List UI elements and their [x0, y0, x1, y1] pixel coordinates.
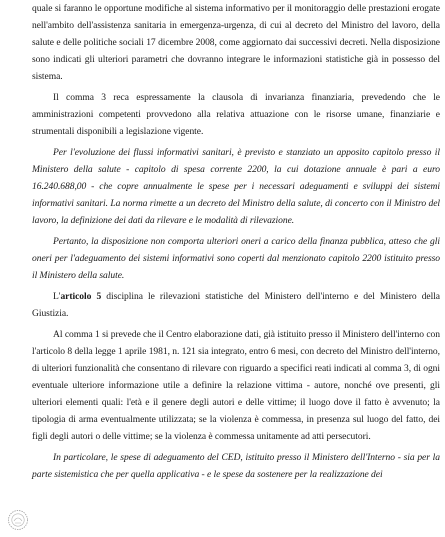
paragraph-monitoring-system: quale si faranno le opportune modifiche al sistema informativo per il monitoraggio delle prestazioni erogate nell'ambito dell'assistenza sanitaria in emergenza-urgenza, di cui al decreto del Ministro del lavoro, della salute e delle politiche sociali 17 dicembre 2008, come aggiornato dai successivi decreti. Nella disposizione sono indicati gli ulteriori parametri che dovranno integrare le informazioni statistiche già in possesso del sistema. — [32, 3, 440, 82]
paragraph-no-additional-charges: Pertanto, la disposizione non comporta ulteriori oneri a carico della finanza pubblica, atteso che gli oneri per l'adeguamento dei sistemi informativi sono coperti dal menzionato capitolo 2200 istituito presso il Ministero della salute. — [32, 236, 440, 281]
article-number: articolo 5 — [60, 291, 102, 302]
document-page — [32, 0, 440, 483]
paragraph-health-information-flows: Per l'evoluzione dei flussi informativi sanitari, è previsto e stanziato un apposito capitolo presso il Ministero della salute - capitolo di spesa corrente 2200, la cui dotazione annuale è pari a euro 16.240.688,00 - che copre annualmente le spese per i necessari adeguamenti e sviluppi dei sistemi informativi sanitari. La norma rimette a un decreto del Ministro della salute, di concerto con il Ministro del lavoro, la definizione dei dati da rilevare e le modalità di rilevazione. — [32, 147, 440, 226]
paragraph-article-5 — [32, 288, 440, 322]
paragraph-ced-costs: In particolare, le spese di adeguamento del CED, istituito presso il Ministero dell'Interno - sia per la parte sistemistica che per quella applicativa - e le spese da sostenere per la realizzazione dei — [32, 452, 440, 480]
article-lead-text: L' — [53, 291, 61, 302]
stamp-seal-icon — [7, 509, 29, 531]
paragraph-ced-functionalities: Al comma 1 si prevede che il Centro elaborazione dati, già istituito presso il Ministero dell'interno con l'articolo 8 della legge 1 aprile 1981, n. 121 sia integrato, entro 6 mesi, con decreto del Ministro dell'interno, di ulteriori funzionalità che consentano di rilevare con riguardo a specifici reati indicati al comma 3, di ogni eventuale ulteriore informazione utile a definire la relazione vittima - autore, nonché ove presenti, gli ulteriori elementi quali: l'età e il genere degli autori e delle vittime; il luogo dove il fatto è avvenuto; la tipologia di arma eventualmente utilizzata; se la violenza è commessa, in presenza sul luogo del fatto, dei figli degli autori o delle vittime; se la violenza è commessa unitamente ad atti persecutori. — [32, 329, 440, 442]
article-description: disciplina le rilevazioni statistiche del Ministero dell'interno e del Ministero della Giustizia. — [32, 291, 440, 319]
paragraph-financial-invariance: Il comma 3 reca espressamente la clausola di invarianza finanziaria, prevedendo che le amministrazioni competenti provvedono alla relativa attuazione con le risorse umane, finanziarie e strumentali disponibili a legislazione vigente. — [32, 92, 440, 137]
